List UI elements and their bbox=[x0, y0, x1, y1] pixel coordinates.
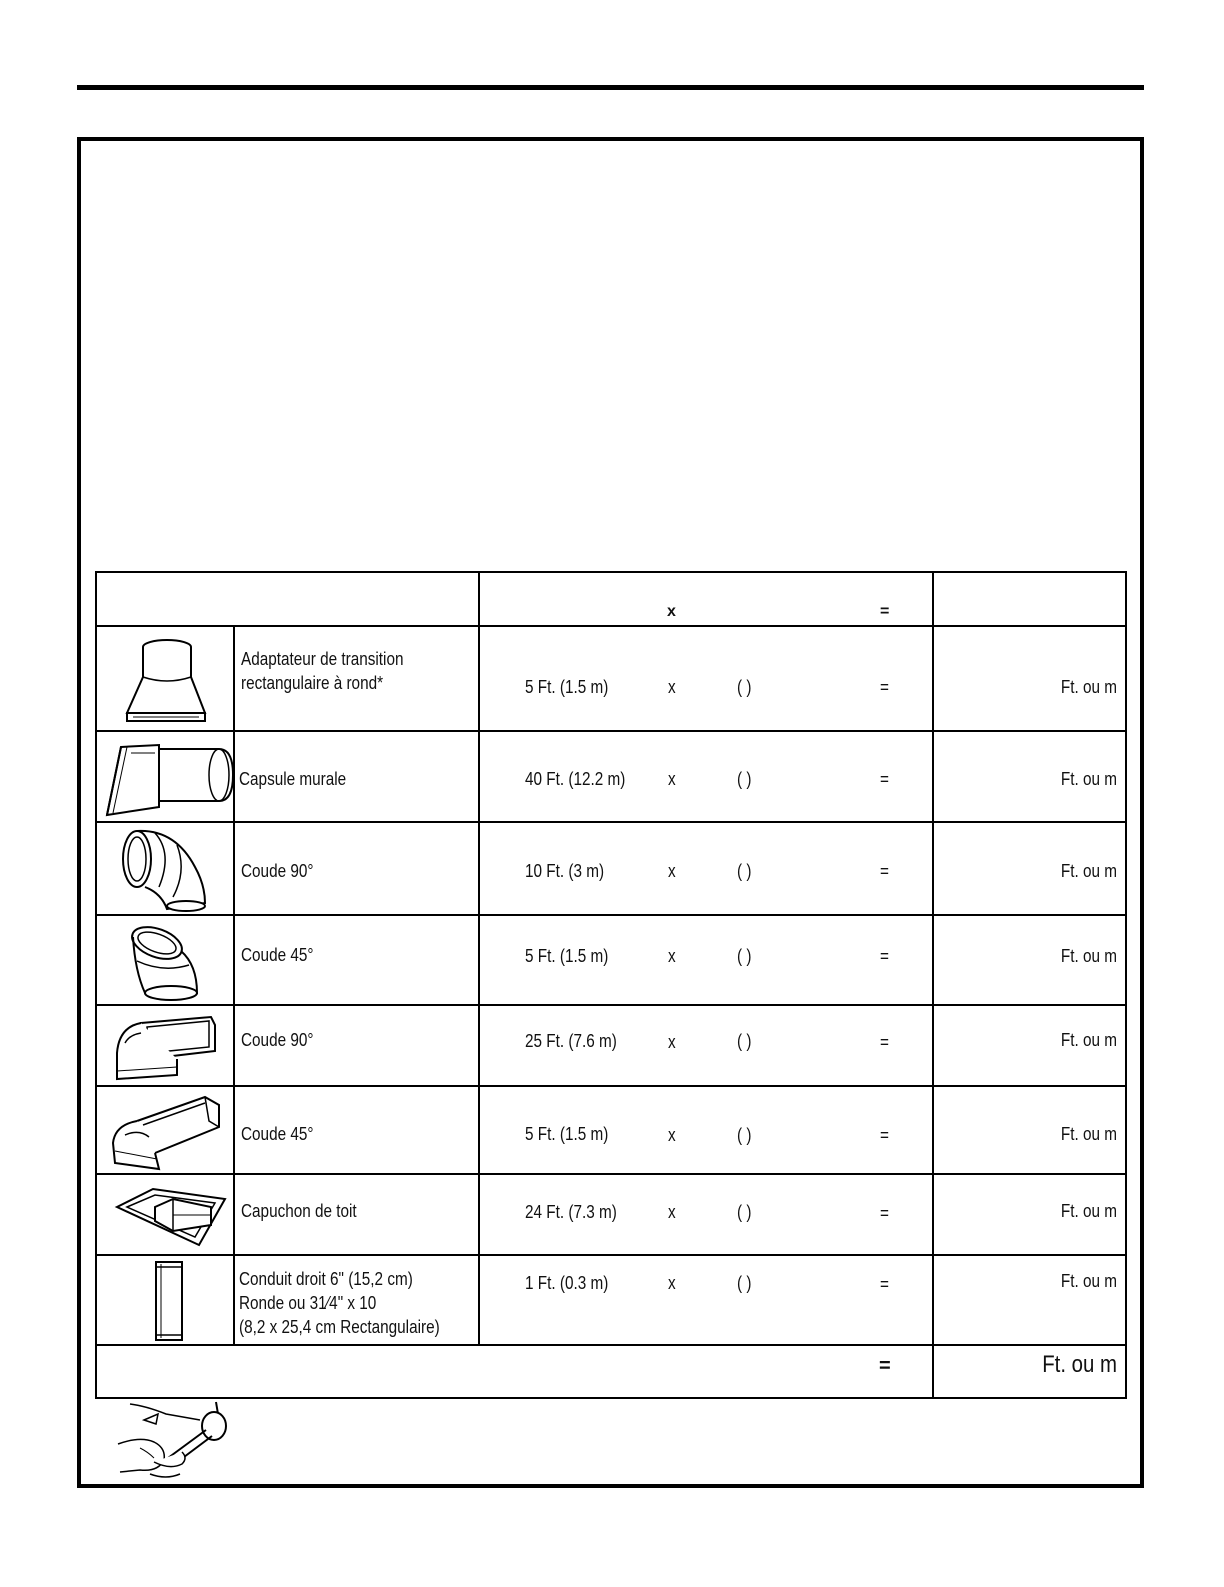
row-6-times: x bbox=[668, 1125, 676, 1145]
round-transition-adapter-icon bbox=[119, 637, 214, 727]
row-8-qty: ( ) bbox=[737, 1273, 752, 1293]
row-5-unit: Ft. ou m bbox=[1060, 1030, 1117, 1050]
wall-cap-icon bbox=[101, 743, 236, 818]
row-divider bbox=[97, 625, 1125, 627]
row-1-equals: = bbox=[880, 677, 889, 697]
row-1-name-line2: rectangulaire à rond* bbox=[241, 673, 384, 693]
straight-duct-icon bbox=[153, 1259, 185, 1343]
row-8-name-line3: (8,2 x 25,4 cm Rectangulaire) bbox=[239, 1317, 440, 1337]
row-3-unit: Ft. ou m bbox=[1060, 861, 1117, 881]
total-equals: = bbox=[879, 1355, 891, 1377]
row-divider bbox=[97, 914, 1125, 916]
round-elbow-90-icon bbox=[115, 827, 215, 913]
row-4-equals: = bbox=[880, 946, 889, 966]
row-3-name: Coude 90° bbox=[241, 861, 314, 881]
row-6-equals: = bbox=[880, 1125, 889, 1145]
row-2-qty: ( ) bbox=[737, 769, 752, 789]
row-7-unit: Ft. ou m bbox=[1060, 1201, 1117, 1221]
row-7-length: 24 Ft. (7.3 m) bbox=[525, 1202, 617, 1222]
row-7-equals: = bbox=[880, 1203, 889, 1223]
col-divider bbox=[233, 625, 235, 1344]
row-4-times: x bbox=[668, 946, 676, 966]
row-7-name: Capuchon de toit bbox=[241, 1201, 357, 1221]
top-rule bbox=[77, 85, 1144, 90]
row-6-name: Coude 45° bbox=[241, 1124, 314, 1144]
row-divider bbox=[97, 821, 1125, 823]
row-6-length: 5 Ft. (1.5 m) bbox=[525, 1124, 609, 1144]
row-6-qty: ( ) bbox=[737, 1125, 752, 1145]
col-divider bbox=[932, 573, 934, 1399]
vent-length-table bbox=[95, 571, 1127, 1399]
row-8-times: x bbox=[668, 1273, 676, 1293]
row-2-equals: = bbox=[880, 769, 889, 789]
row-5-name: Coude 90° bbox=[241, 1030, 314, 1050]
rect-elbow-90-icon bbox=[111, 1013, 221, 1083]
row-1-length: 5 Ft. (1.5 m) bbox=[525, 677, 609, 697]
row-2-times: x bbox=[668, 769, 676, 789]
round-elbow-45-icon bbox=[127, 921, 207, 1003]
row-3-qty: ( ) bbox=[737, 861, 752, 881]
row-divider bbox=[97, 730, 1125, 732]
row-4-qty: ( ) bbox=[737, 946, 752, 966]
row-5-qty: ( ) bbox=[737, 1031, 752, 1051]
row-divider bbox=[97, 1004, 1125, 1006]
roof-cap-icon bbox=[113, 1185, 228, 1249]
row-divider bbox=[97, 1173, 1125, 1175]
row-3-equals: = bbox=[880, 861, 889, 881]
row-2-unit: Ft. ou m bbox=[1060, 769, 1117, 789]
row-divider bbox=[97, 1085, 1125, 1087]
row-5-length: 25 Ft. (7.6 m) bbox=[525, 1031, 617, 1051]
row-2-name: Capsule murale bbox=[239, 769, 347, 789]
row-1-qty: ( ) bbox=[737, 677, 752, 697]
row-7-times: x bbox=[668, 1202, 676, 1222]
row-6-unit: Ft. ou m bbox=[1060, 1124, 1117, 1144]
header-times: x bbox=[667, 603, 676, 620]
header-equals: = bbox=[880, 603, 890, 620]
total-unit: Ft. ou m bbox=[1042, 1351, 1117, 1378]
row-8-name-line2: Ronde ou 31⁄4" x 10 bbox=[239, 1293, 377, 1313]
row-2-length: 40 Ft. (12.2 m) bbox=[525, 769, 626, 789]
rect-elbow-45-icon bbox=[109, 1091, 224, 1171]
row-4-length: 5 Ft. (1.5 m) bbox=[525, 946, 609, 966]
row-5-equals: = bbox=[880, 1032, 889, 1052]
row-8-name-line1: Conduit droit 6" (15,2 cm) bbox=[239, 1269, 413, 1289]
row-7-qty: ( ) bbox=[737, 1202, 752, 1222]
row-8-length: 1 Ft. (0.3 m) bbox=[525, 1273, 609, 1293]
row-5-times: x bbox=[668, 1032, 676, 1052]
row-1-times: x bbox=[668, 677, 676, 697]
row-1-name-line1: Adaptateur de transition bbox=[241, 649, 404, 669]
row-4-unit: Ft. ou m bbox=[1060, 946, 1117, 966]
row-divider bbox=[97, 1344, 1125, 1346]
row-3-times: x bbox=[668, 861, 676, 881]
row-3-length: 10 Ft. (3 m) bbox=[525, 861, 605, 881]
row-8-unit: Ft. ou m bbox=[1060, 1271, 1117, 1291]
col-divider bbox=[478, 573, 480, 1344]
row-divider bbox=[97, 1254, 1125, 1256]
row-8-equals: = bbox=[880, 1274, 889, 1294]
row-1-unit: Ft. ou m bbox=[1060, 677, 1117, 697]
hand-tool-icon bbox=[110, 1400, 235, 1487]
row-4-name: Coude 45° bbox=[241, 945, 314, 965]
